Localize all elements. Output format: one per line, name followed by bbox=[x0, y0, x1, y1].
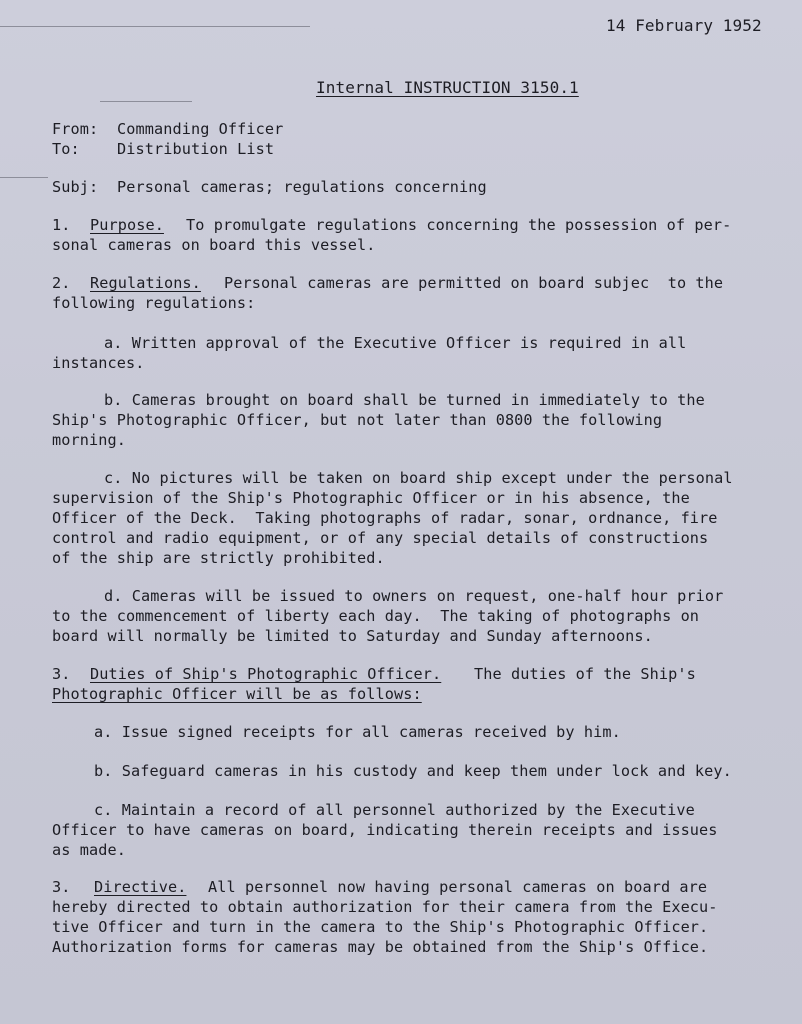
paragraph-2-number: 2. bbox=[52, 274, 71, 292]
paragraph-2-line: Personal cameras are permitted on board subjec to the bbox=[224, 274, 724, 292]
from-value: Commanding Officer bbox=[117, 120, 284, 138]
scan-line bbox=[100, 101, 192, 102]
paragraph-4-line: All personnel now having personal cameras on board are bbox=[208, 878, 708, 896]
paragraph-3-line: The duties of the Ship's bbox=[474, 665, 696, 683]
paragraph-1-line: To promulgate regulations concerning the possession of per- bbox=[186, 216, 732, 234]
paragraph-3-heading: Duties of Ship's Photographic Officer. bbox=[90, 665, 442, 683]
paragraph-4-line: hereby directed to obtain authorization for their camera from the Execu- bbox=[52, 898, 718, 916]
paragraph-4-line: tive Officer and turn in the camera to the Ship's Photographic Officer. bbox=[52, 918, 709, 936]
paragraph-2c-line: supervision of the Ship's Photographic Officer or in his absence, the bbox=[52, 489, 690, 507]
paragraph-2b-line: morning. bbox=[52, 431, 126, 449]
paragraph-1-number: 1. bbox=[52, 216, 71, 234]
paragraph-2d-line: d. Cameras will be issued to owners on request, one-half hour prior bbox=[104, 587, 724, 605]
paragraph-2-heading: Regulations. bbox=[90, 274, 201, 292]
paragraph-2b-line: b. Cameras brought on board shall be turned in immediately to the bbox=[104, 391, 705, 409]
paragraph-1-line: sonal cameras on board this vessel. bbox=[52, 236, 376, 254]
paragraph-2a-line: a. Written approval of the Executive Officer is required in all bbox=[104, 334, 687, 352]
paragraph-3-line: Photographic Officer will be as follows: bbox=[52, 685, 422, 703]
document-title: Internal INSTRUCTION 3150.1 bbox=[316, 78, 579, 97]
paragraph-2c-line: control and radio equipment, or of any special details of constructions bbox=[52, 529, 709, 547]
paragraph-2a-line: instances. bbox=[52, 354, 145, 372]
paragraph-3a-line: a. Issue signed receipts for all cameras received by him. bbox=[94, 723, 621, 741]
paragraph-3b-line: b. Safeguard cameras in his custody and keep them under lock and key. bbox=[94, 762, 732, 780]
paragraph-2b-line: Ship's Photographic Officer, but not later than 0800 the following bbox=[52, 411, 663, 429]
paragraph-3c-line: Officer to have cameras on board, indicating therein receipts and issues bbox=[52, 821, 718, 839]
paragraph-1-heading: Purpose. bbox=[90, 216, 164, 234]
subj-label: Subj: bbox=[52, 178, 99, 196]
paragraph-4-number: 3. bbox=[52, 878, 71, 896]
scan-line bbox=[0, 26, 310, 27]
paragraph-2c-line: of the ship are strictly prohibited. bbox=[52, 549, 385, 567]
to-label: To: bbox=[52, 140, 80, 158]
scan-line bbox=[0, 177, 48, 178]
paragraph-4-heading: Directive. bbox=[94, 878, 187, 896]
document-date: 14 February 1952 bbox=[606, 16, 762, 35]
paragraph-2c-line: Officer of the Deck. Taking photographs of radar, sonar, ordnance, fire bbox=[52, 509, 718, 527]
paragraph-2d-line: to the commencement of liberty each day. The taking of photographs on bbox=[52, 607, 700, 625]
from-label: From: bbox=[52, 120, 99, 138]
to-value: Distribution List bbox=[117, 140, 275, 158]
subj-value: Personal cameras; regulations concerning bbox=[117, 178, 487, 196]
paragraph-2-line: following regulations: bbox=[52, 294, 256, 312]
paragraph-4-line: Authorization forms for cameras may be obtained from the Ship's Office. bbox=[52, 938, 709, 956]
paragraph-3c-line: as made. bbox=[52, 841, 126, 859]
paragraph-2c-line: c. No pictures will be taken on board ship except under the personal bbox=[104, 469, 733, 487]
paragraph-3-number: 3. bbox=[52, 665, 71, 683]
paragraph-3c-line: c. Maintain a record of all personnel authorized by the Executive bbox=[94, 801, 695, 819]
paragraph-2d-line: board will normally be limited to Saturday and Sunday afternoons. bbox=[52, 627, 653, 645]
